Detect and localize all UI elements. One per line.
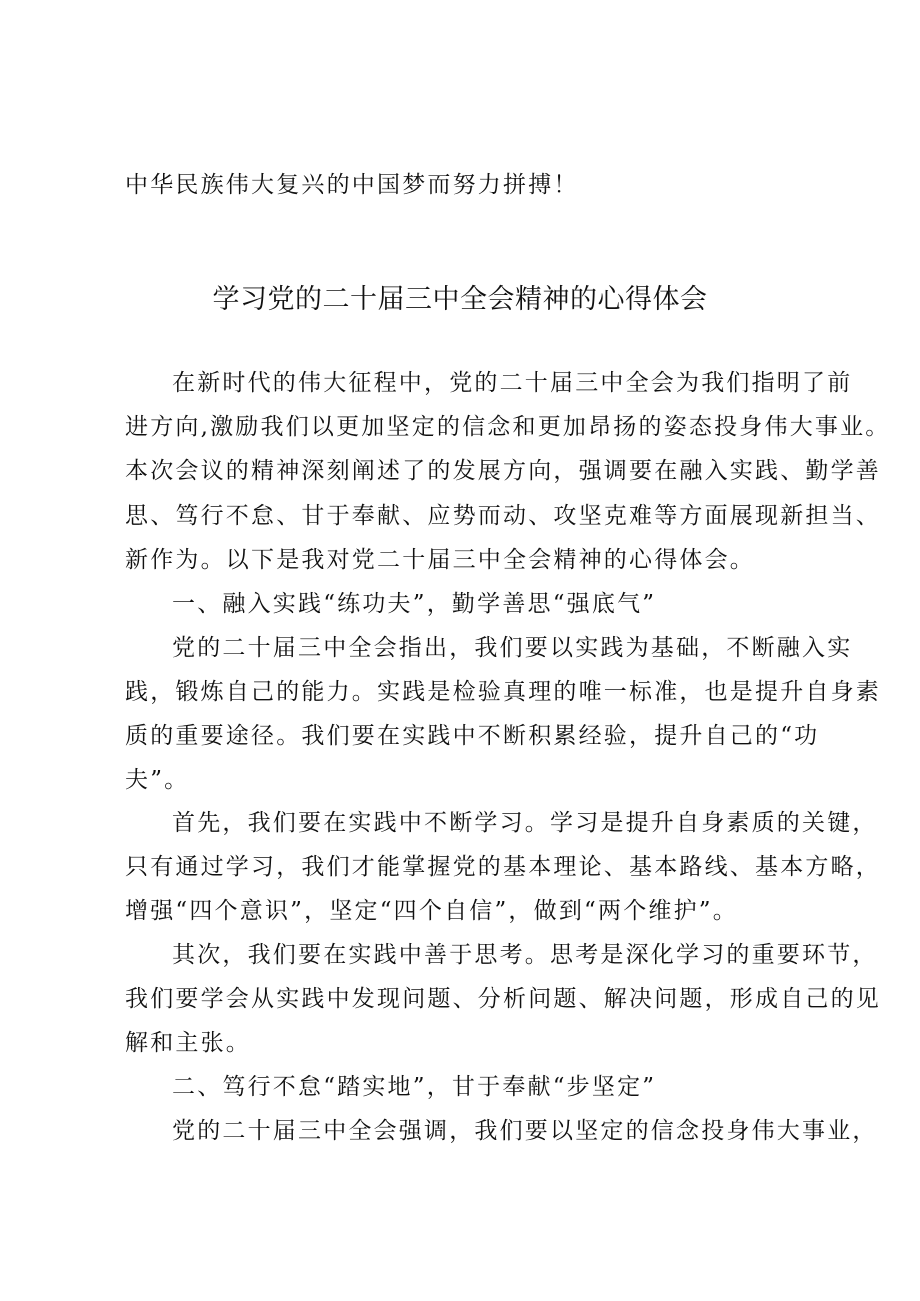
paragraph-line: 本次会议的精神深刻阐述了的发展方向，强调要在融入实践、勤学善	[125, 458, 881, 484]
section-heading: 二、笃行不怠“踏实地”，甘于奉献“步坚定”	[172, 1074, 657, 1100]
paragraph-line: 新作为。以下是我对党二十届三中全会精神的心得体会。	[125, 547, 755, 573]
paragraph-line: 增强“四个意识”，坚定“四个自信”，做到“两个维护”。	[125, 898, 738, 924]
paragraph-line: 党的二十届三中全会指出，我们要以实践为基础，不断融入实	[172, 635, 853, 661]
paragraph-line: 只有通过学习，我们才能掌握党的基本理论、基本路线、基本方略，	[125, 854, 881, 880]
paragraph-line: 思、笃行不怠、甘于奉献、应势而动、攻坚克难等方面展现新担当、	[125, 503, 881, 529]
carryover-line: 中华民族伟大复兴的中国梦而努力拼搏！	[125, 172, 579, 198]
paragraph-line: 首先，我们要在实践中不断学习。学习是提升自身素质的关键，	[172, 810, 878, 836]
paragraph-line: 进方向,激励我们以更加坚定的信念和更加昂扬的姿态投身伟大事业。	[125, 414, 891, 440]
paragraph-line: 在新时代的伟大征程中，党的二十届三中全会为我们指明了前	[172, 370, 853, 396]
paragraph-line: 践，锻炼自己的能力。实践是检验真理的唯一标准，也是提升自身素	[125, 679, 881, 705]
paragraph-line: 其次，我们要在实践中善于思考。思考是深化学习的重要环节，	[172, 942, 878, 968]
paragraph-line: 党的二十届三中全会强调，我们要以坚定的信念投身伟大事业，	[172, 1118, 878, 1144]
paragraph-line: 解和主张。	[125, 1030, 251, 1056]
paragraph-line: 质的重要途径。我们要在实践中不断积累经验，提升自己的“功	[125, 723, 820, 749]
document-title: 学习党的二十届三中全会精神的心得体会	[212, 284, 708, 315]
paragraph-line: 我们要学会从实践中发现问题、分析问题、解决问题，形成自己的见	[125, 986, 881, 1012]
section-heading: 一、融入实践“练功夫”，勤学善思“强底气”	[172, 591, 657, 617]
paragraph-line: 夫”。	[125, 767, 190, 793]
